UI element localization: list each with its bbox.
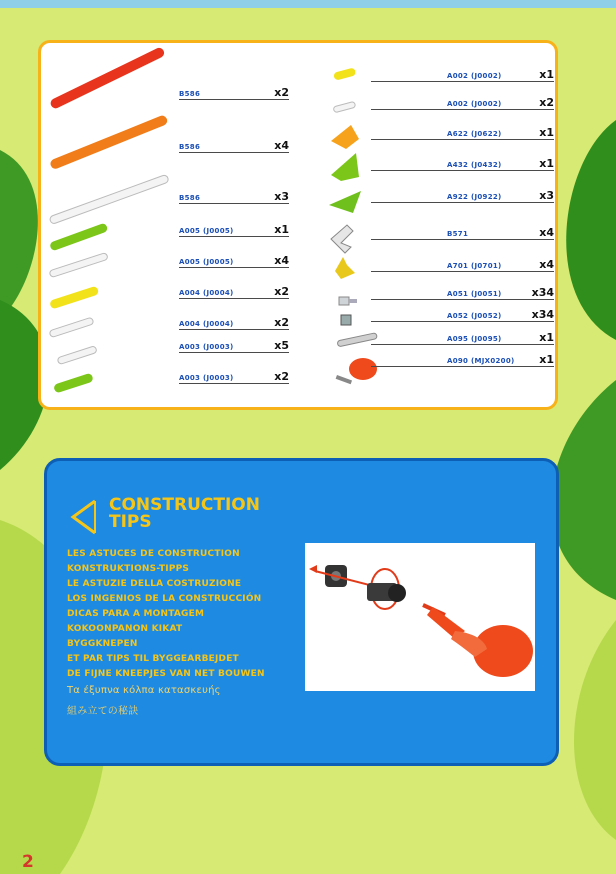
part-qty: x5 xyxy=(274,339,289,352)
part-qty: x2 xyxy=(274,316,289,329)
part-qty: x1 xyxy=(539,68,554,81)
part-row-a922 xyxy=(371,189,554,203)
part-qty: x4 xyxy=(274,139,289,152)
part-code: A005 (J0005) xyxy=(179,258,234,266)
tip-line: LOS INGENIOS DE LA CONSTRUCCIÓN xyxy=(67,594,262,604)
part-row-b586-red xyxy=(179,86,289,100)
part-code: B586 xyxy=(179,90,201,98)
tip-line: LES ASTUCES DE CONSTRUCTION xyxy=(67,549,240,559)
part-qty: x1 xyxy=(539,353,554,366)
part-row-a002-yellow xyxy=(371,68,554,82)
part-row-a432 xyxy=(371,157,554,171)
part-row-b586-orange xyxy=(179,139,289,153)
part-row-a095 xyxy=(371,331,554,345)
tip-line: DE FIJNE KNEEPJES VAN NET BOUWEN xyxy=(67,669,265,679)
green-strip-icon-2 xyxy=(53,373,94,394)
orange-strip-icon xyxy=(49,114,169,170)
part-qty: x2 xyxy=(274,86,289,99)
green-triangle-plate-icon xyxy=(329,191,361,213)
green-strip-icon xyxy=(49,222,108,251)
part-row-a004-white xyxy=(179,316,289,330)
part-code: A002 (J0002) xyxy=(447,100,502,108)
part-row-a005-white xyxy=(179,254,289,268)
part-code: A002 (J0002) xyxy=(447,72,502,80)
part-code: A622 (J0622) xyxy=(447,130,502,138)
yellow-short-strip-icon xyxy=(333,67,356,80)
part-qty: x2 xyxy=(539,96,554,109)
part-code: A003 (J0003) xyxy=(179,374,234,382)
part-row-a005-green xyxy=(179,223,289,237)
red-strip-icon xyxy=(49,46,166,110)
tip-line: KOKOONPANON KIKAT xyxy=(67,624,183,634)
part-row-b571 xyxy=(371,226,554,240)
part-qty: x4 xyxy=(274,254,289,267)
part-qty: x1 xyxy=(274,223,289,236)
part-qty: x4 xyxy=(539,258,554,271)
white-strip-icon-4 xyxy=(57,346,97,365)
part-code: A052 (J0052) xyxy=(447,312,502,320)
part-code: B586 xyxy=(179,143,201,151)
tips-arrow-icon xyxy=(69,497,99,537)
part-code: A005 (J0005) xyxy=(179,227,234,235)
white-strip-icon-3 xyxy=(49,317,94,338)
part-qty: x3 xyxy=(539,189,554,202)
part-code: A701 (J0701) xyxy=(447,262,502,270)
tip-line: KONSTRUKTIONS-TIPPS xyxy=(67,564,190,574)
part-row-a052 xyxy=(371,308,554,322)
tip-line-japanese: 組み立ての秘訣 xyxy=(67,706,139,717)
part-qty: x1 xyxy=(539,126,554,139)
bolt-screwdriver-illustration xyxy=(305,543,535,691)
part-row-a002-white xyxy=(371,96,554,110)
green-bracket-icon xyxy=(331,153,359,181)
tip-line: DICAS PARA A MONTAGEM xyxy=(67,609,205,619)
part-code: A004 (J0004) xyxy=(179,320,234,328)
part-code: B571 xyxy=(447,230,469,238)
part-qty: x3 xyxy=(274,190,289,203)
part-code: A095 (J0095) xyxy=(447,335,502,343)
tip-line: LE ASTUZIE DELLA COSTRUZIONE xyxy=(67,579,242,589)
construction-tips-panel xyxy=(44,458,559,766)
part-row-a622 xyxy=(371,126,554,140)
part-qty: x4 xyxy=(539,226,554,239)
part-row-a004-yellow xyxy=(179,285,289,299)
part-row-a003-white xyxy=(179,339,289,353)
part-row-a051 xyxy=(371,286,554,300)
part-code: A051 (J0051) xyxy=(447,290,502,298)
part-code: A003 (J0003) xyxy=(179,343,234,351)
part-qty: x34 xyxy=(531,286,554,299)
tips-photo xyxy=(305,543,535,691)
part-code: A090 (MJX0200) xyxy=(447,357,515,365)
part-qty: x1 xyxy=(539,331,554,344)
yellow-angle-icon xyxy=(335,257,355,279)
parts-list-panel xyxy=(38,40,558,410)
white-strip-icon-2 xyxy=(49,252,108,277)
yellow-strip-icon xyxy=(49,286,99,310)
part-qty: x34 xyxy=(531,308,554,321)
part-qty: x1 xyxy=(539,157,554,170)
part-row-a003-green xyxy=(179,370,289,384)
part-row-b586-white xyxy=(179,190,289,204)
part-code: B586 xyxy=(179,194,201,202)
part-code: A432 (J0432) xyxy=(447,161,502,169)
tip-line: BYGGKNEPEN xyxy=(67,639,138,649)
part-code: A004 (J0004) xyxy=(179,289,234,297)
part-row-a090 xyxy=(371,353,554,367)
tip-line: ET PAR TIPS TIL BYGGEARBEJDET xyxy=(67,654,239,664)
nut-icon xyxy=(341,315,351,325)
tips-title xyxy=(109,497,260,531)
angle-bracket-icon xyxy=(331,225,353,253)
part-qty: x2 xyxy=(274,370,289,383)
white-short-strip-icon xyxy=(333,101,356,112)
part-row-a701 xyxy=(371,258,554,272)
white-strip-icon xyxy=(49,174,169,224)
part-qty: x2 xyxy=(274,285,289,298)
part-code: A922 (J0922) xyxy=(447,193,502,201)
tips-title-line1: CONSTRUCTION xyxy=(109,495,260,515)
tips-title-line2: TIPS xyxy=(109,512,152,532)
tip-line-greek: Τα έξυπνα κόλπα κατασκευής xyxy=(67,685,221,696)
orange-angle-plate-icon xyxy=(331,125,359,149)
page-number: 2 xyxy=(22,852,34,872)
bolt-icon xyxy=(339,297,357,305)
